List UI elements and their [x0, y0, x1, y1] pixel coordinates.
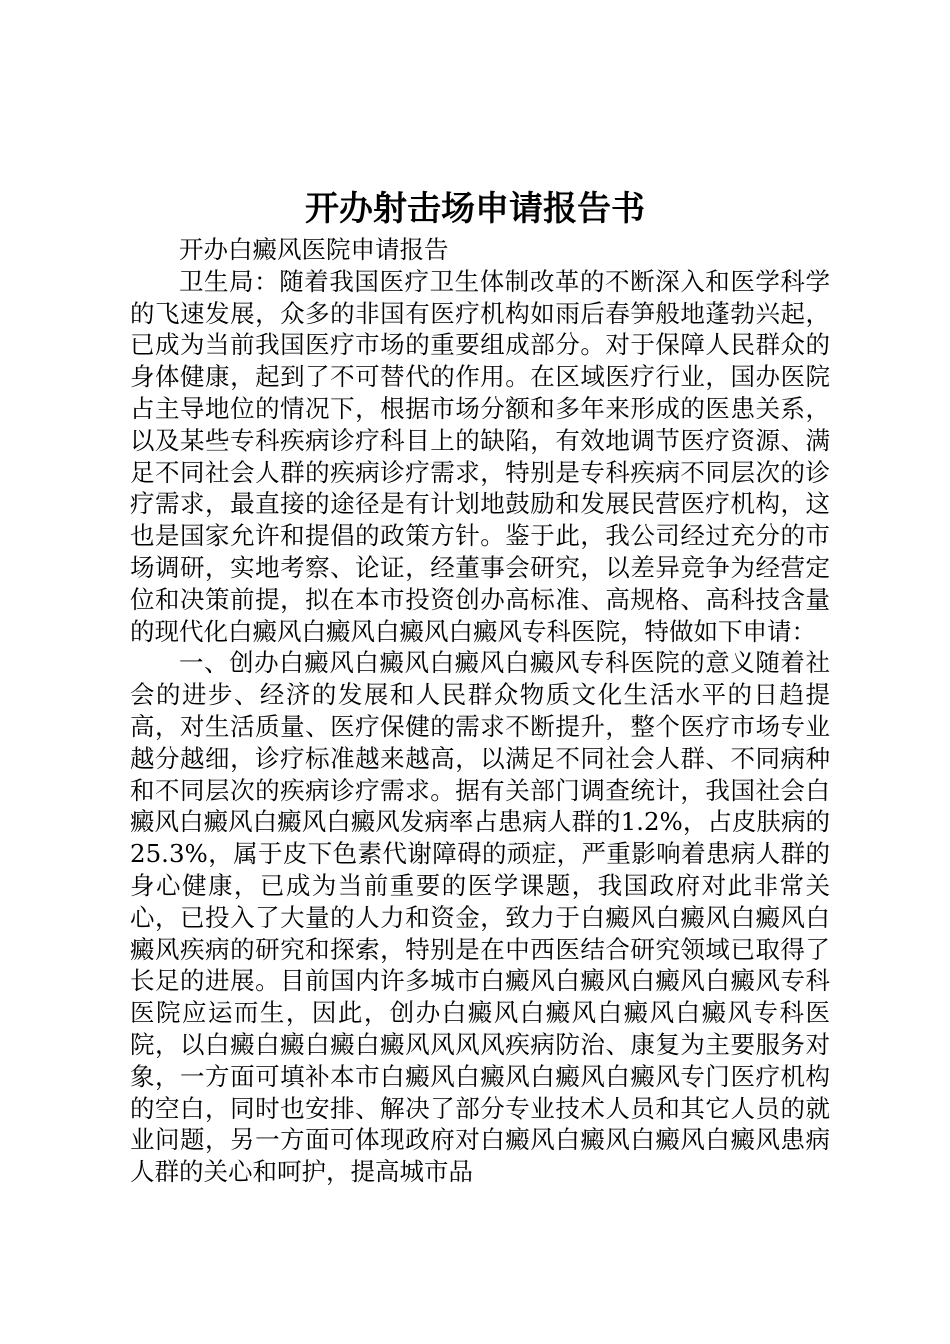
document-title: 开办射击场申请报告书	[305, 189, 645, 229]
paragraph-subtitle: 开办白癜风医院申请报告	[179, 235, 449, 264]
document-body	[130, 234, 830, 1188]
paragraph-section-one: 一、创办白癜风白癜风白癜风白癜风专科医院的意义随着社会的进步、经济的发展和人民群众物质文化生活水平的日趋提高，对生活质量、医疗保健的需求不断提升，整个医疗市场专业越分越细，诊疗标准越来越高，以满足不同社会人群、不同病种和不同层次的疾病诊疗需求。据有关部门调查统计，我国社会白癜风白癜风白癜风白癜风发病率占患病人群的1.2%，占皮肤病的25.3%，属于皮下色素代谢障碍的顽症，严重影响着患病人群的身心健康，已成为当前重要的医学课题，我国政府对此非常关心，已投入了大量的人力和资金，致力于白癜风白癜风白癜风白癜风疾病的研究和探索，特别是在中西医结合研究领域已取得了长足的进展。目前国内许多城市白癜风白癜风白癜风白癜风专科医院应运而生，因此，创办白癜风白癜风白癜风白癜风专科医院，以白癜白癜白癜白癜风风风风疾病防治、康复为主要服务对象，一方面可填补本市白癜风白癜风白癜风白癜风专门医疗机构的空白，同时也安排、解决了部分专业技术人员和其它人员的就业问题，另一方面可体现政府对白癜风白癜风白癜风白癜风患病人群的关心和呵护，提高城市品	[130, 648, 830, 1187]
paragraph-intro: 卫生局：随着我国医疗卫生体制改革的不断深入和医学科学的飞速发展，众多的非国有医疗机构如雨后春笋般地蓬勃兴起，已成为当前我国医疗市场的重要组成部分。对于保障人民群众的身体健康，起到了不可替代的作用。在区域医疗行业，国办医院占主导地位的情况下，根据市场分额和多年来形成的医患关系，以及某些专科疾病诊疗科目上的缺陷，有效地调节医疗资源、满足不同社会人群的疾病诊疗需求，特别是专科疾病不同层次的诊疗需求，最直接的途径是有计划地鼓励和发展民营医疗机构，这也是国家允许和提倡的政策方针。鉴于此，我公司经过充分的市场调研，实地考察、论证，经董事会研究，以差异竞争为经营定位和决策前提，拟在本市投资创办高标准、高规格、高科技含量的现代化白癜风白癜风白癜风白癜风专科医院，特做如下申请：	[130, 266, 830, 646]
